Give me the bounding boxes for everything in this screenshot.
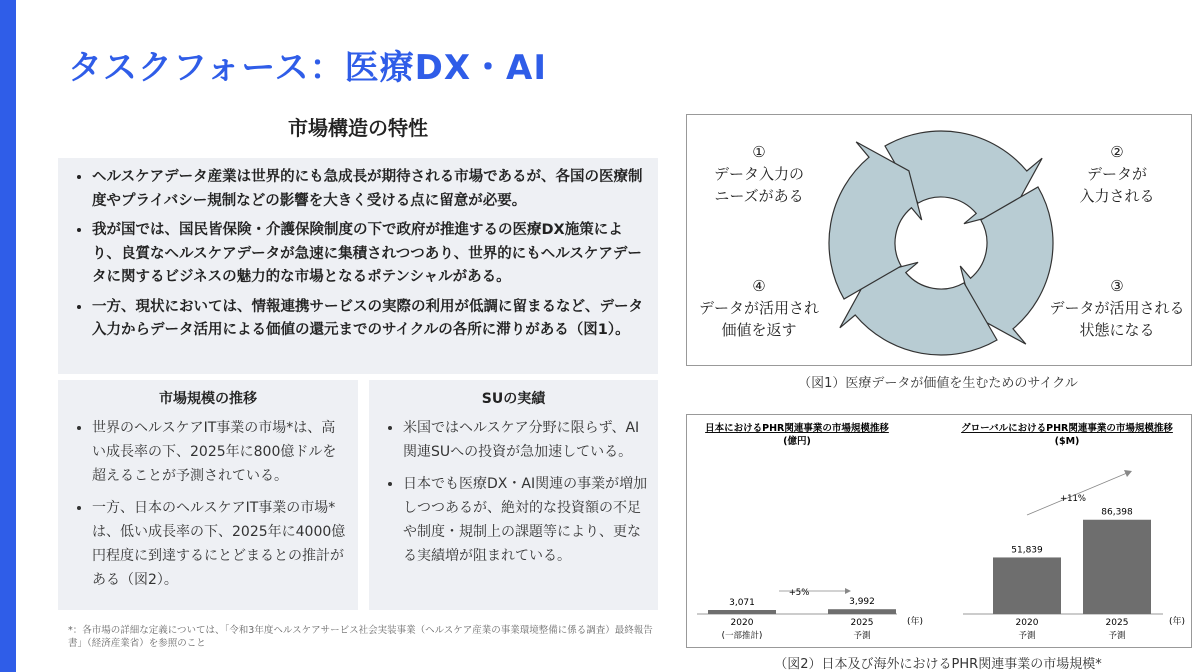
step1-number: ① bbox=[752, 143, 766, 161]
jp-chart-title: 日本におけるPHR関連事業の市場規模推移 bbox=[705, 423, 889, 434]
main-bullets-box bbox=[58, 158, 658, 374]
global-category-2025: 2025 bbox=[1105, 618, 1129, 628]
section-title: 市場構造の特性 bbox=[288, 116, 428, 140]
figure2-bar-charts bbox=[686, 414, 1192, 648]
step4-line1: データが活用され bbox=[698, 299, 820, 317]
su-results-box bbox=[369, 380, 658, 610]
jp-category-note-2025: 予測 bbox=[853, 631, 871, 641]
figure1-caption: （図1）医療データが価値を生むためのサイクル bbox=[798, 376, 1078, 391]
global-category-note-2025: 予測 bbox=[1108, 631, 1126, 641]
step4-line2: 価値を返す bbox=[721, 321, 797, 339]
step3-line1: データが活用される bbox=[1049, 299, 1185, 317]
global-bar-2025 bbox=[1083, 520, 1151, 614]
global-value-label-2020: 51,839 bbox=[1011, 545, 1043, 556]
global-chart-title: グローバルにおけるPHR関連事業の市場規模推移 bbox=[961, 423, 1173, 434]
step2-line1: データが bbox=[1086, 165, 1148, 183]
global-growth-label: +11% bbox=[1059, 494, 1087, 504]
page-title: タスクフォース：医療DX・AI bbox=[68, 48, 547, 88]
step4-number: ④ bbox=[752, 277, 766, 295]
step3-line2: 状態になる bbox=[1079, 321, 1155, 339]
jp-bar-2025 bbox=[828, 609, 896, 614]
jp-category-2025: 2025 bbox=[850, 618, 874, 628]
step1-line1: データ入力の bbox=[713, 165, 805, 183]
jp-year-unit: (年) bbox=[906, 617, 924, 627]
figure2-caption: （図2）日本及び海外におけるPHR関連事業の市場規模* bbox=[774, 657, 1102, 672]
accent-bar bbox=[0, 0, 16, 672]
jp-growth-label: +5% bbox=[788, 588, 810, 598]
market-size-box bbox=[58, 380, 358, 610]
step2-line2: 入力される bbox=[1079, 187, 1155, 205]
main-bullet-2: • 我が国では、国民皆保険・介護保険制度の下で政府が推進するの医療DX施策により、良質なヘルスケアデータが急速に集積されつつあり、世界的にもヘルスケアデータに関するビジネスの魅力的な市場となるポテンシャルがある。 bbox=[92, 219, 658, 290]
su-results-bullet-2: • 日本でも医療DX・AI関連の事業が増加しつつあるが、絶対的な投資額の不足や制度・規制上の課題等により、更なる実績増が阻まれている。 bbox=[403, 472, 658, 568]
jp-chart-unit: (億円) bbox=[783, 436, 811, 447]
jp-bar-2020 bbox=[708, 610, 776, 614]
jp-value-label-2020: 3,071 bbox=[729, 598, 755, 608]
market-size-bullet-2: • 一方、日本のヘルスケアIT事業の市場*は、低い成長率の下、2025年に4000億円程度に到達するにとどまるとの推計がある（図2）。 bbox=[92, 496, 358, 592]
main-bullet-3: • 一方、現状においては、情報連携サービスの実際の利用が低調に留まるなど、データ入力からデータ活用による価値の還元までのサイクルの各所に滞りがある（図1）。 bbox=[92, 296, 658, 343]
footnote: *：各市場の詳細な定義については、「令和3年度ヘルスケアサービス社会実装事業（ヘルスケア産業の事業環境整備に係る調査）最終報告書」（経済産業省）を参照のこと bbox=[68, 625, 653, 649]
global-category-2020: 2020 bbox=[1015, 618, 1039, 628]
su-results-bullet-1: • 米国ではヘルスケア分野に限らず、AI関連SUへの投資が急加速している。 bbox=[403, 416, 658, 464]
global-bar-2020 bbox=[993, 557, 1061, 614]
step2-number: ② bbox=[1110, 143, 1124, 161]
jp-growth-arrowhead bbox=[845, 588, 851, 594]
step3-number: ③ bbox=[1110, 277, 1124, 295]
figure1-cycle-diagram bbox=[686, 114, 1192, 366]
jp-category-note-2020: (一部推計) bbox=[721, 631, 763, 641]
main-bullet-1: • ヘルスケアデータ産業は世界的にも急成長が期待される市場であるが、各国の医療制度やプライバシー規制などの影響を大きく受ける点に留意が必要。 bbox=[92, 166, 658, 213]
global-category-note-2020: 予測 bbox=[1018, 631, 1036, 641]
su-results-title: SUの実績 bbox=[481, 391, 546, 407]
global-year-unit: (年) bbox=[1168, 617, 1186, 627]
market-size-bullet-1: • 世界のヘルスケアIT事業の市場*は、高い成長率の下、2025年に800億ドルを超えることが予測されている。 bbox=[92, 416, 358, 488]
step1-line2: ニーズがある bbox=[714, 187, 804, 205]
global-chart-unit: ($M) bbox=[1054, 436, 1080, 447]
market-size-title: 市場規模の推移 bbox=[159, 391, 257, 407]
global-value-label-2025: 86,398 bbox=[1101, 507, 1133, 518]
cycle-arrows bbox=[829, 131, 1053, 355]
jp-value-label-2025: 3,992 bbox=[849, 597, 875, 608]
jp-category-2020: 2020 bbox=[730, 618, 754, 628]
